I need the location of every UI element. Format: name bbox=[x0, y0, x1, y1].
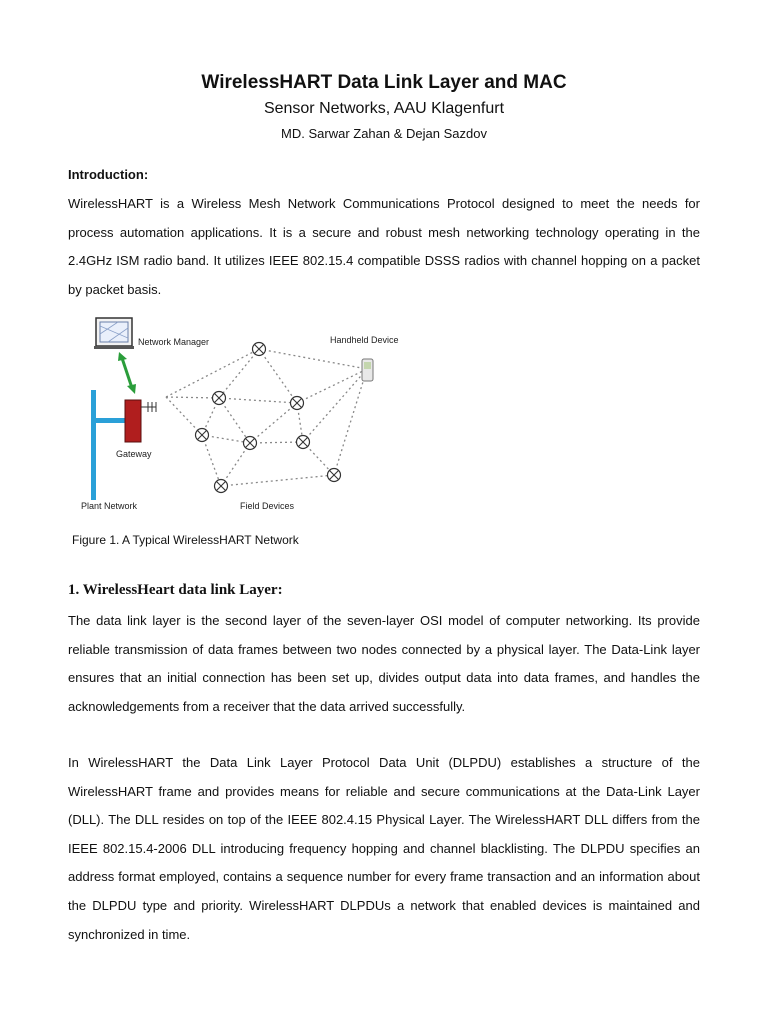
field-device-node bbox=[215, 480, 228, 493]
handheld-device-icon bbox=[362, 359, 373, 381]
gateway-label: Gateway bbox=[116, 449, 152, 459]
gateway-box bbox=[125, 400, 156, 442]
network-manager-label: Network Manager bbox=[138, 337, 210, 347]
field-device-node bbox=[297, 436, 310, 449]
field-device-node bbox=[244, 437, 257, 450]
mesh-links bbox=[166, 349, 367, 486]
field-device-node bbox=[291, 397, 304, 410]
link-arrow-icon bbox=[118, 352, 136, 394]
field-device-node bbox=[328, 469, 341, 482]
plant-network-label: Plant Network bbox=[81, 501, 138, 511]
figure-caption: Figure 1. A Typical WirelessHART Network bbox=[72, 533, 299, 547]
document-subtitle: Sensor Networks, AAU Klagenfurt bbox=[263, 100, 505, 117]
field-device-nodes bbox=[196, 343, 341, 493]
field-device-node bbox=[213, 392, 226, 405]
handheld-device-label: Handheld Device bbox=[330, 335, 399, 345]
field-devices-label: Field Devices bbox=[240, 501, 295, 511]
field-device-node bbox=[253, 343, 266, 356]
network-figure bbox=[68, 310, 428, 520]
plant-network-bus bbox=[91, 390, 125, 500]
introduction-paragraph: WirelessHART is a Wireless Mesh Network Communications Protocol designed to meet the needs for process automation applications. It is a secure and robust mesh networking technology operating in the 2.4GHz ISM radio band. It utilizes IEEE 802.15.4 compatible DSSS radios with channel hopping on a packet by packet basis. bbox=[68, 196, 700, 297]
introduction-heading: Introduction: bbox=[68, 167, 149, 182]
network-manager-monitor bbox=[94, 318, 134, 349]
document-title: WirelessHART Data Link Layer and MAC bbox=[201, 72, 567, 93]
section-1-paragraph-1: The data link layer is the second layer of the seven-layer OSI model of computer networking. Its provide reliable transmission of data frames between two nodes connected by a physical layer. The Data-Link layer ensures that an initial connection has been set up, divides output data into data frames, and handles the acknowledgements from a receiver that the data arrived successfully. bbox=[68, 613, 700, 714]
section-1-title: 1. WirelessHeart data link Layer: bbox=[68, 582, 283, 598]
field-device-node bbox=[196, 429, 209, 442]
section-1-paragraph-2: In WirelessHART the Data Link Layer Protocol Data Unit (DLPDU) establishes a structure of the WirelessHART frame and provides means for reliable and secure communications at the Data-Link Layer (DLL). The DLL resides on top of the IEEE 802.4.15 Physical Layer. The WirelessHART DLL differs from the IEEE 802.15.4-2006 DLL introducing frequency hopping and channel blacklisting. The DLPDU specifies an address format employed, contains a sequence number for every frame transaction and an information about the DLPDU type and priority. WirelessHART DLPDUs a network that enabled devices is maintained and synchronized in time. bbox=[68, 755, 700, 942]
document-authors: MD. Sarwar Zahan & Dejan Sazdov bbox=[281, 126, 487, 141]
